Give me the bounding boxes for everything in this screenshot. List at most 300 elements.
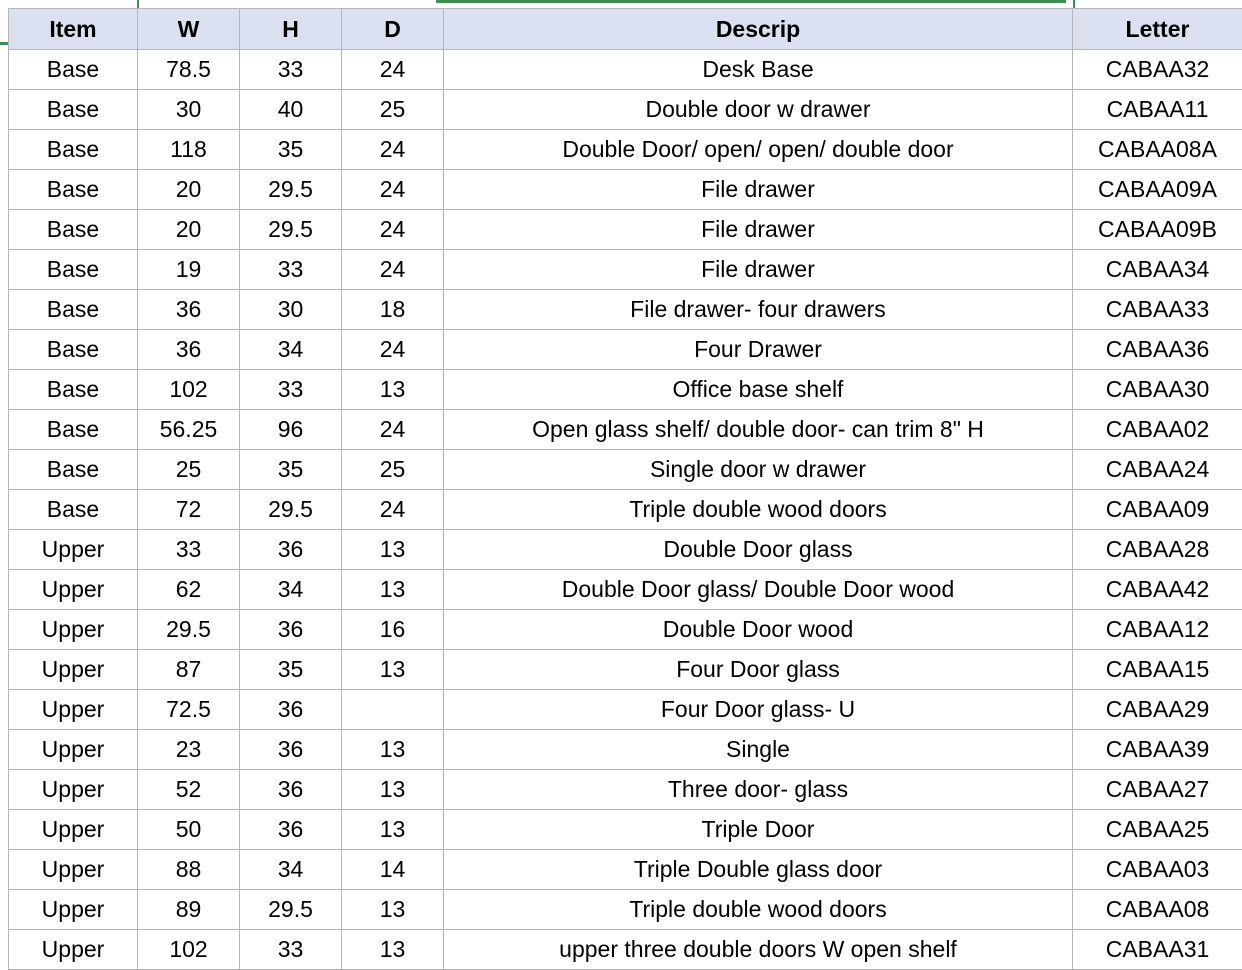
cell-value: 96 — [277, 416, 304, 442]
item-cell[interactable] — [9, 530, 138, 570]
width-cell[interactable] — [138, 450, 240, 490]
cell-value: Base — [46, 176, 100, 202]
cell-value: 35 — [277, 656, 304, 682]
letter-code-cell[interactable] — [1073, 770, 1242, 810]
cell-value: 13 — [379, 376, 406, 402]
cell-value: 29.5 — [268, 216, 313, 242]
height-cell[interactable] — [240, 490, 342, 530]
depth-cell[interactable] — [342, 530, 444, 570]
table-row — [9, 490, 1242, 530]
description-cell[interactable] — [444, 650, 1073, 690]
cell-value: 118 — [170, 136, 207, 162]
cell-value: 24 — [379, 416, 406, 442]
table-row — [9, 330, 1242, 370]
cell-value: Single door w drawer — [649, 456, 867, 482]
depth-cell[interactable] — [342, 570, 444, 610]
cell-value: 13 — [379, 776, 406, 802]
cell-value: Upper — [41, 656, 105, 682]
width-cell[interactable] — [138, 530, 240, 570]
cell-value: Base — [46, 56, 100, 82]
height-cell[interactable] — [240, 450, 342, 490]
cell-value: Upper — [41, 936, 105, 962]
cell-value: CABAA11 — [1106, 96, 1209, 122]
item-cell[interactable] — [9, 890, 138, 930]
cell-value: Four Door glass- U — [660, 696, 856, 722]
cell-value: Upper — [41, 536, 105, 562]
height-cell[interactable] — [240, 530, 342, 570]
cell-value: Upper — [41, 736, 105, 762]
cell-value: 13 — [379, 816, 406, 842]
table-row — [9, 570, 1242, 610]
depth-cell[interactable] — [342, 170, 444, 210]
item-cell[interactable] — [9, 170, 138, 210]
depth-cell[interactable] — [342, 770, 444, 810]
header-row — [9, 9, 1242, 50]
letter-code-cell[interactable] — [1073, 890, 1242, 930]
width-cell[interactable] — [138, 130, 240, 170]
cell-value: 40 — [277, 96, 304, 122]
table-row — [9, 170, 1242, 210]
cell-value: Double Door glass — [663, 536, 853, 562]
cell-value: CABAA12 — [1105, 616, 1210, 642]
cell-value: File drawer — [701, 256, 815, 282]
cell-value: 33 — [277, 376, 304, 402]
width-cell[interactable] — [138, 490, 240, 530]
cell-value: Base — [46, 376, 100, 402]
cell-value: Upper — [41, 696, 105, 722]
cell-value: 14 — [379, 856, 406, 882]
item-cell[interactable] — [9, 370, 138, 410]
width-cell[interactable] — [138, 650, 240, 690]
header-cell-h[interactable]: H — [240, 9, 342, 50]
cell-value: 89 — [175, 896, 202, 922]
height-cell[interactable] — [240, 690, 342, 730]
height-cell[interactable] — [240, 170, 342, 210]
width-cell[interactable] — [138, 370, 240, 410]
description-cell[interactable] — [444, 890, 1073, 930]
description-cell[interactable] — [444, 450, 1073, 490]
cell-value: Four Door glass — [676, 656, 840, 682]
height-cell[interactable] — [240, 810, 342, 850]
depth-cell[interactable] — [342, 650, 444, 690]
cell-value: 35 — [277, 456, 304, 482]
item-cell[interactable] — [9, 810, 138, 850]
item-cell[interactable] — [9, 770, 138, 810]
table-row — [9, 890, 1242, 930]
cell-value: 13 — [379, 896, 406, 922]
item-cell[interactable] — [9, 490, 138, 530]
cell-value: Three door- glass — [667, 776, 849, 802]
letter-code-cell[interactable] — [1073, 410, 1242, 450]
table-row — [9, 410, 1242, 450]
table-row — [9, 610, 1242, 650]
item-cell[interactable] — [9, 250, 138, 290]
height-cell[interactable] — [240, 290, 342, 330]
width-cell[interactable] — [138, 770, 240, 810]
cell-value: 24 — [379, 216, 406, 242]
cell-value: CABAA24 — [1105, 456, 1210, 482]
cell-value: Triple Door — [701, 816, 815, 842]
letter-code-cell[interactable] — [1073, 650, 1242, 690]
cell-value: Four Drawer — [694, 336, 822, 362]
description-cell[interactable] — [444, 370, 1073, 410]
table-row — [9, 770, 1242, 810]
cell-value: 25 — [379, 456, 406, 482]
cell-value: 36 — [277, 816, 304, 842]
description-cell[interactable] — [444, 690, 1073, 730]
letter-code-cell[interactable] — [1073, 170, 1242, 210]
cell-value: 24 — [379, 176, 406, 202]
description-cell[interactable] — [444, 50, 1073, 90]
width-cell[interactable] — [138, 410, 240, 450]
letter-code-cell[interactable] — [1073, 810, 1242, 850]
cell-value: 88 — [175, 856, 202, 882]
header-cell-w[interactable]: W — [138, 9, 240, 50]
cell-value: CABAA03 — [1105, 856, 1210, 882]
cell-value: 78.5 — [166, 56, 211, 82]
cell-value: Base — [46, 416, 100, 442]
depth-cell[interactable] — [342, 450, 444, 490]
table-row — [9, 650, 1242, 690]
column-selection-edge — [1073, 0, 1075, 8]
cell-value: 24 — [379, 56, 406, 82]
cell-value: 34 — [277, 336, 304, 362]
selection-border-top — [436, 0, 1066, 3]
description-cell[interactable] — [444, 730, 1073, 770]
cell-value: 50 — [175, 816, 202, 842]
cell-value: 24 — [379, 336, 406, 362]
table-row — [9, 50, 1242, 90]
cell-value: CABAA31 — [1105, 936, 1210, 962]
description-cell[interactable] — [444, 490, 1073, 530]
height-cell[interactable] — [240, 330, 342, 370]
cell-value: Base — [46, 256, 100, 282]
item-cell[interactable] — [9, 850, 138, 890]
spreadsheet-grid[interactable] — [8, 8, 1242, 970]
cell-value: Triple Double glass door — [633, 856, 883, 882]
depth-cell[interactable] — [342, 250, 444, 290]
depth-cell[interactable] — [342, 370, 444, 410]
cell-value: Triple double wood doors — [629, 896, 887, 922]
table-body — [9, 50, 1242, 970]
width-cell[interactable] — [138, 730, 240, 770]
table-row — [9, 530, 1242, 570]
cell-value: Base — [46, 336, 100, 362]
cell-value: 102 — [169, 936, 208, 962]
cell-value: Upper — [41, 816, 105, 842]
depth-cell[interactable] — [342, 490, 444, 530]
letter-code-cell[interactable] — [1073, 530, 1242, 570]
description-cell[interactable] — [444, 570, 1073, 610]
cell-value: upper three double doors W open shelf — [559, 936, 957, 962]
letter-code-cell[interactable] — [1073, 490, 1242, 530]
description-cell[interactable] — [444, 250, 1073, 290]
cell-value: 29.5 — [268, 896, 313, 922]
cell-value: CABAA28 — [1105, 536, 1210, 562]
depth-cell[interactable] — [342, 610, 444, 650]
description-cell[interactable] — [444, 530, 1073, 570]
table-row — [9, 850, 1242, 890]
cell-value: 18 — [379, 296, 406, 322]
cell-value: 52 — [175, 776, 202, 802]
letter-code-cell[interactable] — [1073, 210, 1242, 250]
height-cell[interactable] — [240, 210, 342, 250]
cell-value: 36 — [175, 336, 202, 362]
width-cell[interactable] — [138, 90, 240, 130]
description-cell[interactable] — [444, 330, 1073, 370]
letter-code-cell[interactable] — [1073, 930, 1242, 970]
cell-value: 13 — [379, 936, 406, 962]
letter-code-cell[interactable] — [1073, 850, 1242, 890]
width-cell[interactable] — [138, 890, 240, 930]
cell-value: Base — [46, 136, 100, 162]
width-cell[interactable] — [138, 610, 240, 650]
cell-value: 13 — [379, 736, 406, 762]
width-cell[interactable] — [138, 50, 240, 90]
cell-value: 16 — [379, 616, 406, 642]
cell-value: Triple double wood doors — [629, 496, 887, 522]
width-cell[interactable] — [138, 210, 240, 250]
depth-cell[interactable] — [342, 850, 444, 890]
item-cell[interactable] — [9, 330, 138, 370]
height-cell[interactable] — [240, 930, 342, 970]
table-row — [9, 290, 1242, 330]
cell-value: File drawer — [701, 216, 815, 242]
item-cell[interactable] — [9, 650, 138, 690]
width-cell[interactable] — [138, 810, 240, 850]
description-cell[interactable] — [444, 290, 1073, 330]
cell-value: 36 — [277, 736, 304, 762]
depth-cell[interactable] — [342, 90, 444, 130]
cell-value: 34 — [277, 576, 304, 602]
cell-value: 25 — [175, 456, 202, 482]
description-cell[interactable] — [444, 410, 1073, 450]
height-cell[interactable] — [240, 410, 342, 450]
description-cell[interactable] — [444, 610, 1073, 650]
cell-value: 34 — [277, 856, 304, 882]
height-cell[interactable] — [240, 50, 342, 90]
letter-code-cell[interactable] — [1073, 570, 1242, 610]
cell-value: 33 — [277, 936, 304, 962]
letter-code-cell[interactable] — [1073, 250, 1242, 290]
cell-value: CABAA25 — [1105, 816, 1210, 842]
cabinet-table — [8, 8, 1242, 970]
cell-value: CABAA33 — [1105, 296, 1210, 322]
cell-value: 20 — [175, 176, 202, 202]
cell-value: CABAA09B — [1098, 216, 1217, 242]
table-row — [9, 370, 1242, 410]
cell-value: 36 — [277, 696, 304, 722]
height-cell[interactable] — [240, 370, 342, 410]
cell-value: 24 — [379, 136, 406, 162]
table-row — [9, 730, 1242, 770]
description-cell[interactable] — [444, 770, 1073, 810]
description-cell[interactable] — [444, 170, 1073, 210]
cell-value: Double Door glass/ Double Door wood — [561, 576, 955, 602]
cell-value: Base — [46, 456, 100, 482]
description-cell[interactable] — [444, 850, 1073, 890]
depth-cell[interactable] — [342, 810, 444, 850]
cell-value: CABAA08 — [1105, 896, 1210, 922]
depth-cell[interactable] — [342, 930, 444, 970]
item-cell[interactable] — [9, 930, 138, 970]
cell-value: CABAA02 — [1105, 416, 1210, 442]
height-cell[interactable] — [240, 850, 342, 890]
letter-code-cell[interactable] — [1073, 730, 1242, 770]
table-row — [9, 130, 1242, 170]
depth-cell[interactable] — [342, 210, 444, 250]
depth-cell[interactable] — [342, 410, 444, 450]
table-row — [9, 210, 1242, 250]
width-cell[interactable] — [138, 690, 240, 730]
cell-value: 72 — [175, 496, 202, 522]
description-cell[interactable] — [444, 810, 1073, 850]
cell-value: 29.5 — [268, 176, 313, 202]
cell-value: Upper — [41, 776, 105, 802]
cell-value: CABAA36 — [1105, 336, 1210, 362]
depth-cell[interactable] — [342, 890, 444, 930]
cell-value: Double Door/ open/ open/ double door — [562, 136, 954, 162]
depth-cell[interactable] — [342, 330, 444, 370]
height-cell[interactable] — [240, 730, 342, 770]
cell-value: 24 — [379, 496, 406, 522]
cell-value: 56.25 — [159, 416, 218, 442]
depth-cell[interactable] — [342, 130, 444, 170]
depth-cell[interactable] — [342, 730, 444, 770]
height-cell[interactable] — [240, 250, 342, 290]
table-row — [9, 450, 1242, 490]
description-cell[interactable] — [444, 130, 1073, 170]
letter-code-cell[interactable] — [1073, 690, 1242, 730]
height-cell[interactable] — [240, 570, 342, 610]
width-cell[interactable] — [138, 170, 240, 210]
cell-value: Upper — [41, 576, 105, 602]
height-cell[interactable] — [240, 610, 342, 650]
cell-value: CABAA34 — [1105, 256, 1210, 282]
cell-value: 20 — [175, 216, 202, 242]
description-cell[interactable] — [444, 930, 1073, 970]
header-cell-d[interactable]: D — [342, 9, 444, 50]
height-cell[interactable] — [240, 130, 342, 170]
item-cell[interactable] — [9, 730, 138, 770]
cell-value: 24 — [379, 256, 406, 282]
header-cell-descrip[interactable]: Descrip — [444, 9, 1073, 50]
letter-code-cell[interactable] — [1073, 450, 1242, 490]
cell-value: Single — [726, 736, 790, 762]
letter-code-cell[interactable] — [1073, 90, 1242, 130]
table-row — [9, 690, 1242, 730]
cell-value: 30 — [277, 296, 304, 322]
height-cell[interactable] — [240, 90, 342, 130]
item-cell[interactable] — [9, 290, 138, 330]
item-cell[interactable] — [9, 690, 138, 730]
cell-value: 13 — [379, 536, 406, 562]
cell-value: 36 — [277, 776, 304, 802]
cell-value: 33 — [277, 256, 304, 282]
item-cell[interactable] — [9, 130, 138, 170]
table-row — [9, 930, 1242, 970]
cell-value: 23 — [175, 736, 202, 762]
item-cell[interactable] — [9, 410, 138, 450]
cell-value: Office base shelf — [672, 376, 844, 402]
height-cell[interactable] — [240, 650, 342, 690]
depth-cell[interactable] — [342, 290, 444, 330]
row-selection-marker — [0, 42, 8, 45]
header-cell-letter[interactable]: Letter — [1073, 9, 1242, 50]
cell-value: 102 — [169, 376, 208, 402]
cell-value: 62 — [175, 576, 202, 602]
letter-code-cell[interactable] — [1073, 370, 1242, 410]
table-row — [9, 90, 1242, 130]
cell-value: CABAA15 — [1105, 656, 1210, 682]
letter-code-cell[interactable] — [1073, 290, 1242, 330]
cell-value: CABAA30 — [1105, 376, 1210, 402]
cell-value: 36 — [277, 536, 304, 562]
cell-value: 36 — [277, 616, 304, 642]
cell-value: Base — [46, 96, 100, 122]
item-cell[interactable] — [9, 610, 138, 650]
cell-value: Open glass shelf/ double door- can trim 8" H — [532, 416, 984, 442]
cell-value: 30 — [175, 96, 202, 122]
item-cell[interactable] — [9, 90, 138, 130]
cell-value: 33 — [175, 536, 202, 562]
description-cell[interactable] — [444, 210, 1073, 250]
cell-value: 19 — [175, 256, 202, 282]
width-cell[interactable] — [138, 930, 240, 970]
cell-value: Desk Base — [702, 56, 814, 82]
width-cell[interactable] — [138, 250, 240, 290]
depth-cell[interactable] — [342, 690, 444, 730]
cell-value: CABAA42 — [1105, 576, 1210, 602]
cell-value: Double door w drawer — [645, 96, 871, 122]
item-cell[interactable] — [9, 210, 138, 250]
cell-value: 29.5 — [166, 616, 211, 642]
cell-value: 13 — [379, 576, 406, 602]
cell-value: Base — [46, 296, 100, 322]
letter-code-cell[interactable] — [1073, 610, 1242, 650]
cell-value: File drawer — [701, 176, 815, 202]
depth-cell[interactable] — [342, 50, 444, 90]
table-row — [9, 810, 1242, 850]
cell-value: CABAA09 — [1105, 496, 1210, 522]
column-selection-edge — [137, 0, 139, 8]
item-cell[interactable] — [9, 570, 138, 610]
width-cell[interactable] — [138, 290, 240, 330]
cell-value: 87 — [175, 656, 202, 682]
width-cell[interactable] — [138, 850, 240, 890]
width-cell[interactable] — [138, 330, 240, 370]
cell-value: 35 — [277, 136, 304, 162]
cell-value: Upper — [41, 616, 105, 642]
description-cell[interactable] — [444, 90, 1073, 130]
cell-value: CABAA32 — [1105, 56, 1210, 82]
height-cell[interactable] — [240, 770, 342, 810]
letter-code-cell[interactable] — [1073, 130, 1242, 170]
cell-value: Upper — [41, 896, 105, 922]
cell-value: Double Door wood — [662, 616, 854, 642]
cell-value: 36 — [175, 296, 202, 322]
height-cell[interactable] — [240, 890, 342, 930]
item-cell[interactable] — [9, 50, 138, 90]
cell-value: CABAA39 — [1105, 736, 1210, 762]
header-cell-item[interactable]: Item — [9, 9, 138, 50]
width-cell[interactable] — [138, 570, 240, 610]
letter-code-cell[interactable] — [1073, 50, 1242, 90]
item-cell[interactable] — [9, 450, 138, 490]
cell-value: CABAA09A — [1098, 176, 1217, 202]
cell-value: File drawer- four drawers — [630, 296, 886, 322]
letter-code-cell[interactable] — [1073, 330, 1242, 370]
